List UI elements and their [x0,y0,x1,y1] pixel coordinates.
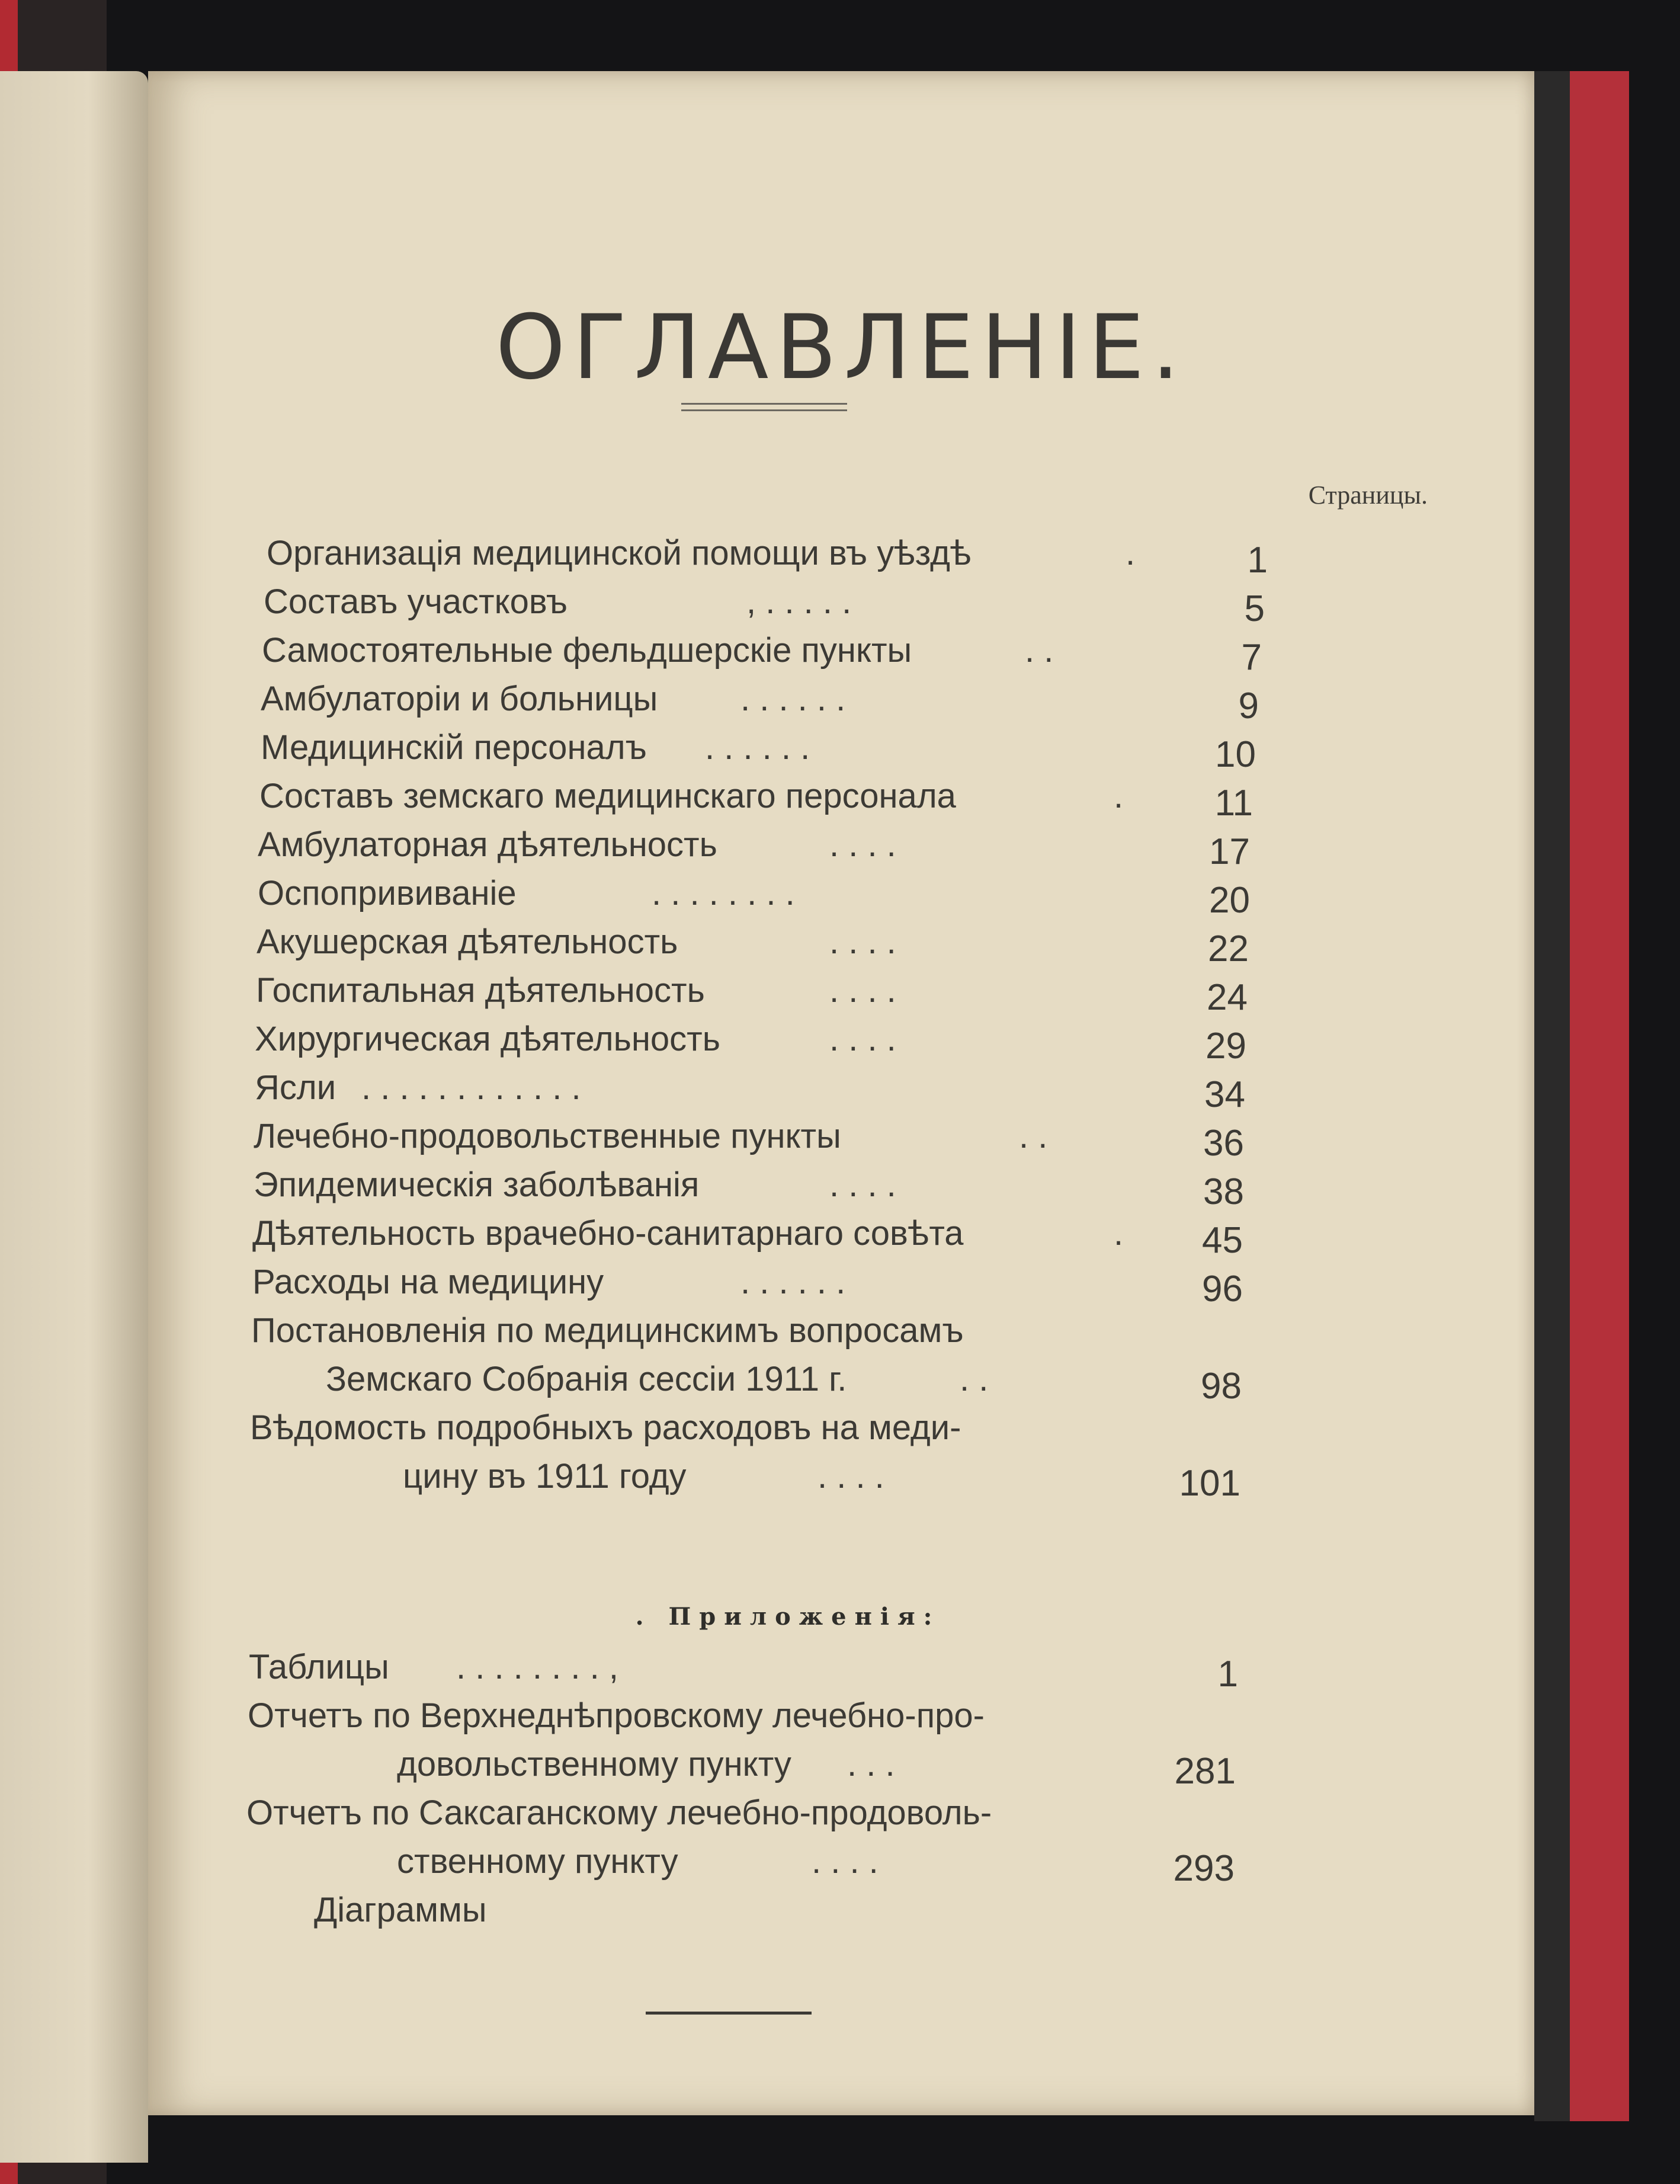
toc-entry-text: Оспопрививаніе [258,874,517,912]
toc-page-number: 96 [1202,1269,1243,1309]
toc-leader-dots: . [1114,777,1124,815]
toc-entry-text: Вѣдомость подробныхъ расходовъ на меди- [250,1408,961,1447]
toc-page-number: 22 [1208,928,1249,969]
toc-leader-dots: . . . . [817,1457,884,1496]
appendix-heading: . Приложенія: [635,1603,941,1631]
title-double-rule [681,403,847,411]
toc-leader-dots: . . [960,1360,989,1398]
toc-leader-dots: , . . . . . [746,582,852,621]
toc-page-number: 45 [1202,1220,1243,1261]
appendix-leader-dots: . . . [847,1745,895,1783]
toc-entry-text: Ясли [255,1068,336,1107]
toc-page-number: 7 [1241,637,1262,678]
book-cover-right-edge [1534,71,1570,2121]
toc-entry-text: Эпидемическія заболѣванія [254,1165,700,1204]
appendix-entry-text: Діаграммы [314,1891,487,1929]
toc-leader-dots: . [1114,1214,1124,1253]
appendix-leader-dots: . . . . [812,1842,879,1881]
toc-leader-dots: . . . . . . . . [652,874,795,912]
toc-entry-text: Расходы на медицину [252,1263,604,1301]
toc-leader-dots: . . . . . . . . . . . . [361,1068,581,1107]
toc-page-number: 5 [1244,588,1265,629]
toc-page-number: 38 [1203,1171,1244,1212]
toc-leader-dots: . . . . [829,825,896,864]
toc-entry-text: Акушерская дѣятельность [257,923,678,961]
toc-page-number: 20 [1209,880,1250,921]
toc-entry-text: Составъ участковъ [264,582,568,621]
toc-entry-text: Лечебно-продовольственные пункты [254,1117,841,1155]
toc-entry-text: Госпитальная дѣятельность [256,971,705,1010]
toc-leader-dots: . . . . [829,1165,896,1204]
appendix-leader-dots: . . . . . . . . , [456,1648,618,1686]
appendix-entry-text: Отчетъ по Верхнеднѣпровскому лечебно-про- [248,1696,985,1735]
toc-page-number: 34 [1204,1074,1245,1115]
toc-entry-text: Амбулаторіи и больницы [261,680,658,718]
toc-page-number: 11 [1214,783,1253,824]
pages-column-header: Страницы. [1308,481,1428,510]
toc-leader-dots: . . . . . . [740,1263,846,1301]
toc-entry-text: Самостоятельные фельдшерскіе пункты [262,631,912,670]
toc-entry-text: Дѣятельность врачебно-санитарнаго совѣта [252,1214,964,1253]
appendix-entry-text: довольственному пункту [397,1745,791,1783]
toc-entry-text: Земскаго Собранія сессіи 1911 г. [326,1360,847,1398]
contents-page [148,71,1534,2115]
toc-leader-dots: . . . . . . [705,728,810,767]
appendix-page-number: 281 [1174,1751,1236,1792]
toc-leader-dots: . . . . [829,923,896,961]
toc-page-number: 1 [1247,540,1268,581]
appendix-entry-text: Отчетъ по Саксаганскому лечебно-продоволь- [246,1794,992,1832]
appendix-page-number: 1 [1217,1654,1238,1695]
toc-entry-text: цину въ 1911 году [403,1457,687,1496]
toc-page-number: 9 [1238,686,1259,726]
toc-page-number: 17 [1209,831,1250,872]
toc-leader-dots: . . . . [829,1020,896,1058]
toc-entry-text: Организація медицинской помощи въ уѣздѣ [267,534,972,572]
page-title: ОГЛАВЛЕНІЕ. [495,296,1187,399]
appendix-page-number: 293 [1173,1848,1235,1889]
toc-leader-dots: . . [1025,631,1054,670]
toc-entry-text: Составъ земскаго медицинскаго персонала [259,777,956,815]
bottom-rule [646,2012,812,2015]
toc-entry-text: Медицинскій персоналъ [261,728,647,767]
toc-leader-dots: . [1126,534,1136,572]
toc-page-number: 98 [1201,1366,1242,1407]
toc-leader-dots: . . [1019,1117,1048,1155]
appendix-entry-text: Таблицы [249,1648,389,1686]
toc-page-number: 101 [1179,1463,1240,1504]
toc-leader-dots: . . . . . . [740,680,846,718]
toc-page-number: 29 [1206,1026,1246,1067]
toc-page-number: 24 [1207,977,1248,1018]
toc-entry-text: Амбулаторная дѣятельность [258,825,717,864]
toc-leader-dots: . . . . [829,971,896,1010]
toc-page-number: 36 [1203,1123,1244,1164]
toc-entry-text: Хирургическая дѣятельность [255,1020,720,1058]
toc-page-number: 10 [1215,734,1256,775]
left-page-edge [0,71,148,2163]
appendix-entry-text: ственному пункту [397,1842,678,1881]
toc-entry-text: Постановленія по медицинскимъ вопросамъ [251,1311,964,1350]
